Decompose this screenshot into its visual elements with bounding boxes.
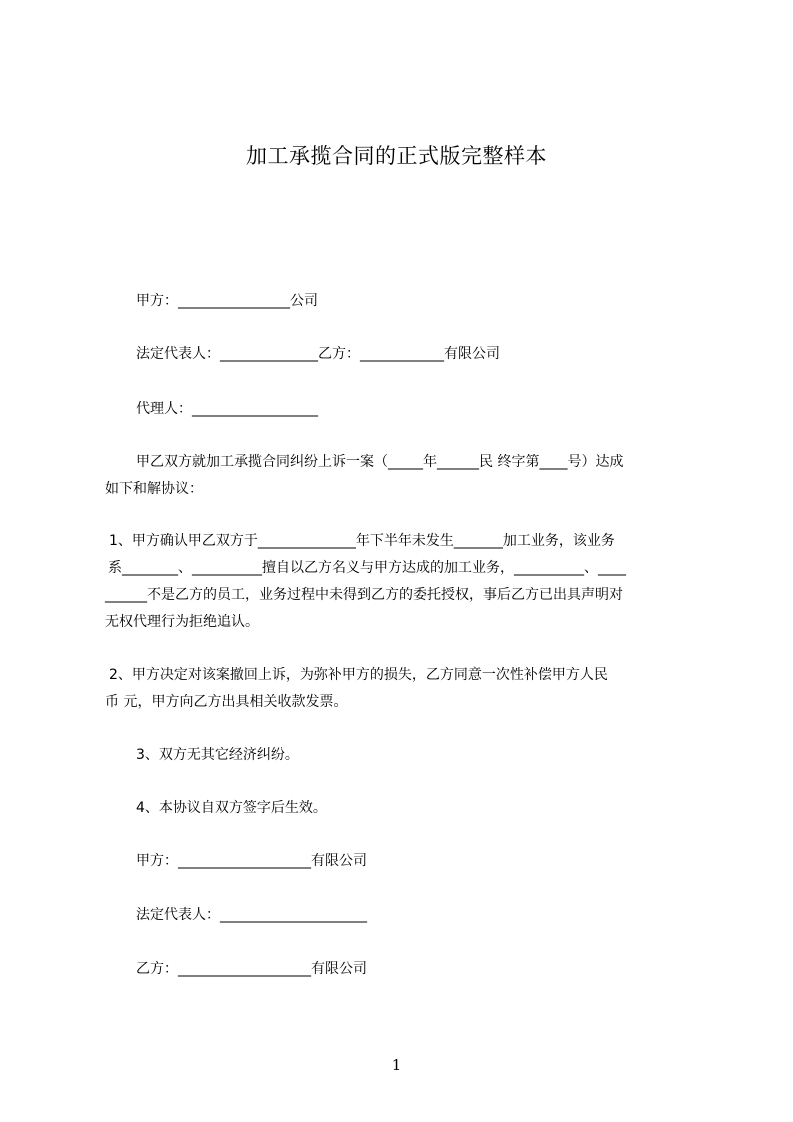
party-a-line: 甲方：________________公司 <box>136 293 318 309</box>
intro-line-1: 甲乙双方就加工承揽合同纠纷上诉一案（_____年______民 终字第____号）达成 <box>136 454 624 470</box>
document-title: 加工承揽合同的正式版完整样本 <box>246 144 547 168</box>
clause-1-line-2: 系________、__________擅自以乙方名义与甲方达成的加工业务，__________、____ <box>108 560 626 576</box>
clause-1-line-4: 无权代理行为拒绝追认。 <box>105 614 259 630</box>
clause-1-line-1: 1、甲方确认甲乙双方于______________年下半年未发生_______加工业务，该业务 <box>109 533 615 549</box>
sign-party-a-line: 甲方：___________________有限公司 <box>136 853 367 869</box>
intro-line-2: 如下和解协议： <box>105 481 203 497</box>
clause-4-line: 4、本协议自双方签字后生效。 <box>136 800 327 816</box>
sign-party-b-line: 乙方：___________________有限公司 <box>136 961 367 977</box>
clause-2-line-1: 2、甲方决定对该案撤回上诉，为弥补甲方的损失，乙方同意一次性补偿甲方人民 <box>109 667 608 683</box>
clause-1-line-3: ______不是乙方的员工，业务过程中未得到乙方的委托授权，事后乙方已出具声明对 <box>105 587 623 603</box>
agent-line: 代理人：__________________ <box>136 401 318 417</box>
clause-2-paragraph <box>105 662 715 716</box>
page-number: 1 <box>391 1056 402 1074</box>
clause-1-paragraph <box>105 528 715 636</box>
sign-legal-rep-line: 法定代表人：_____________________ <box>136 907 367 923</box>
legal-rep-line: 法定代表人：______________乙方：____________有限公司 <box>136 346 500 362</box>
clause-2-line-2: 币 元，甲方向乙方出具相关收款发票。 <box>105 694 348 710</box>
intro-paragraph <box>105 449 715 503</box>
clause-3-line: 3、双方无其它经济纠纷。 <box>136 747 299 763</box>
